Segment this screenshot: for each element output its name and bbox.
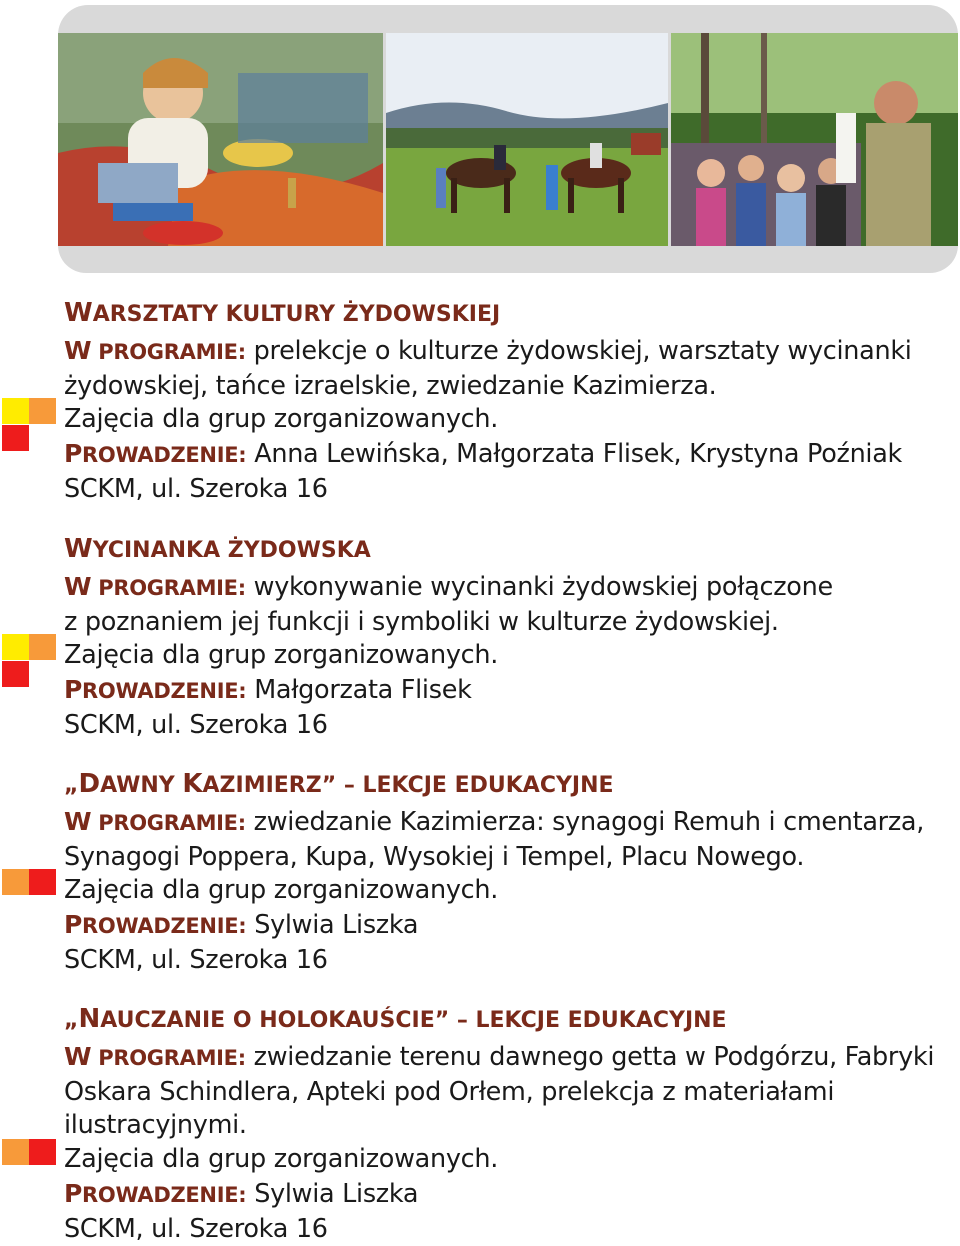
program-label: W PROGRAMIE: — [64, 807, 246, 836]
group-note: Zajęcia dla grup zorganizowanych. — [64, 404, 499, 435]
marker-square-orange — [2, 1139, 29, 1165]
marker-square-orange — [29, 634, 56, 660]
program-label: W PROGRAMIE: — [64, 336, 246, 365]
program-label: W PROGRAMIE: — [64, 1042, 246, 1071]
section-workshops-jewish-culture — [64, 300, 944, 507]
program-line: żydowskiej, tańce izraelskie, zwiedzanie Kazimierza. — [64, 370, 717, 401]
program-line: Synagogi Poppera, Kupa, Wysokiej i Tempel, Placu Nowego. — [64, 841, 805, 872]
marker-square-red — [29, 869, 56, 895]
leader-label: PROWADZENIE: — [64, 1178, 247, 1208]
section-holocaust-education — [64, 1006, 944, 1246]
group-note: Zajęcia dla grup zorganizowanych. — [64, 875, 499, 906]
location: SCKM, ul. Szeroka 16 — [64, 709, 328, 740]
marker-square-orange — [2, 869, 29, 895]
location: SCKM, ul. Szeroka 16 — [64, 473, 328, 504]
photo-child-painting — [58, 33, 383, 246]
section-title: WYCINANKA ŻYDOWSKA — [64, 534, 371, 564]
photo-guide-group — [671, 33, 958, 246]
group-note: Zajęcia dla grup zorganizowanych. — [64, 640, 499, 671]
marker-square-yellow — [2, 634, 29, 660]
location: SCKM, ul. Szeroka 16 — [64, 1213, 328, 1244]
leader-label: PROWADZENIE: — [64, 675, 247, 705]
location: SCKM, ul. Szeroka 16 — [64, 944, 328, 975]
leader-label: PROWADZENIE: — [64, 439, 247, 469]
program-line: W PROGRAMIE: zwiedzanie Kazimierza: synagogi Remuh i cmentarza, — [64, 807, 925, 837]
section-title: „NAUCZANIE O HOLOKAUŚCIE” – LEKCJE EDUKACYJNE — [64, 1004, 727, 1034]
marker-square-orange — [29, 398, 56, 424]
photo-horse-riding — [386, 33, 668, 246]
program-line: Oskara Schindlera, Apteki pod Orłem, prelekcja z materiałami — [64, 1076, 835, 1107]
program-label: W PROGRAMIE: — [64, 572, 246, 601]
photo-banner — [58, 5, 958, 273]
leader-label: PROWADZENIE: — [64, 910, 247, 940]
section-title: WARSZTATY KULTURY ŻYDOWSKIEJ — [64, 298, 501, 328]
leader-line: PROWADZENIE: Anna Lewińska, Małgorzata Flisek, Krystyna Poźniak — [64, 439, 903, 470]
section-title: „DAWNY KAZIMIERZ” – LEKCJE EDUKACYJNE — [64, 769, 614, 799]
leader-line: PROWADZENIE: Sylwia Liszka — [64, 1178, 419, 1209]
marker-square-red — [2, 661, 29, 687]
section-jewish-paper-cutting — [64, 536, 944, 743]
marker-square-yellow — [2, 398, 29, 424]
program-line: W PROGRAMIE: wykonywanie wycinanki żydowskiej połączone — [64, 572, 833, 602]
marker-square-red — [2, 425, 29, 451]
group-note: Zajęcia dla grup zorganizowanych. — [64, 1144, 499, 1175]
program-line: W PROGRAMIE: zwiedzanie terenu dawnego getta w Podgórzu, Fabryki — [64, 1042, 935, 1072]
leader-line: PROWADZENIE: Sylwia Liszka — [64, 910, 419, 941]
leader-line: PROWADZENIE: Małgorzata Flisek — [64, 675, 472, 706]
program-line: z poznaniem jej funkcji i symboliki w kulturze żydowskiej. — [64, 606, 779, 637]
section-old-kazimierz — [64, 771, 944, 978]
marker-square-red — [29, 1139, 56, 1165]
program-line: W PROGRAMIE: prelekcje o kulturze żydowskiej, warsztaty wycinanki — [64, 336, 912, 366]
program-line: ilustracyjnymi. — [64, 1110, 247, 1141]
